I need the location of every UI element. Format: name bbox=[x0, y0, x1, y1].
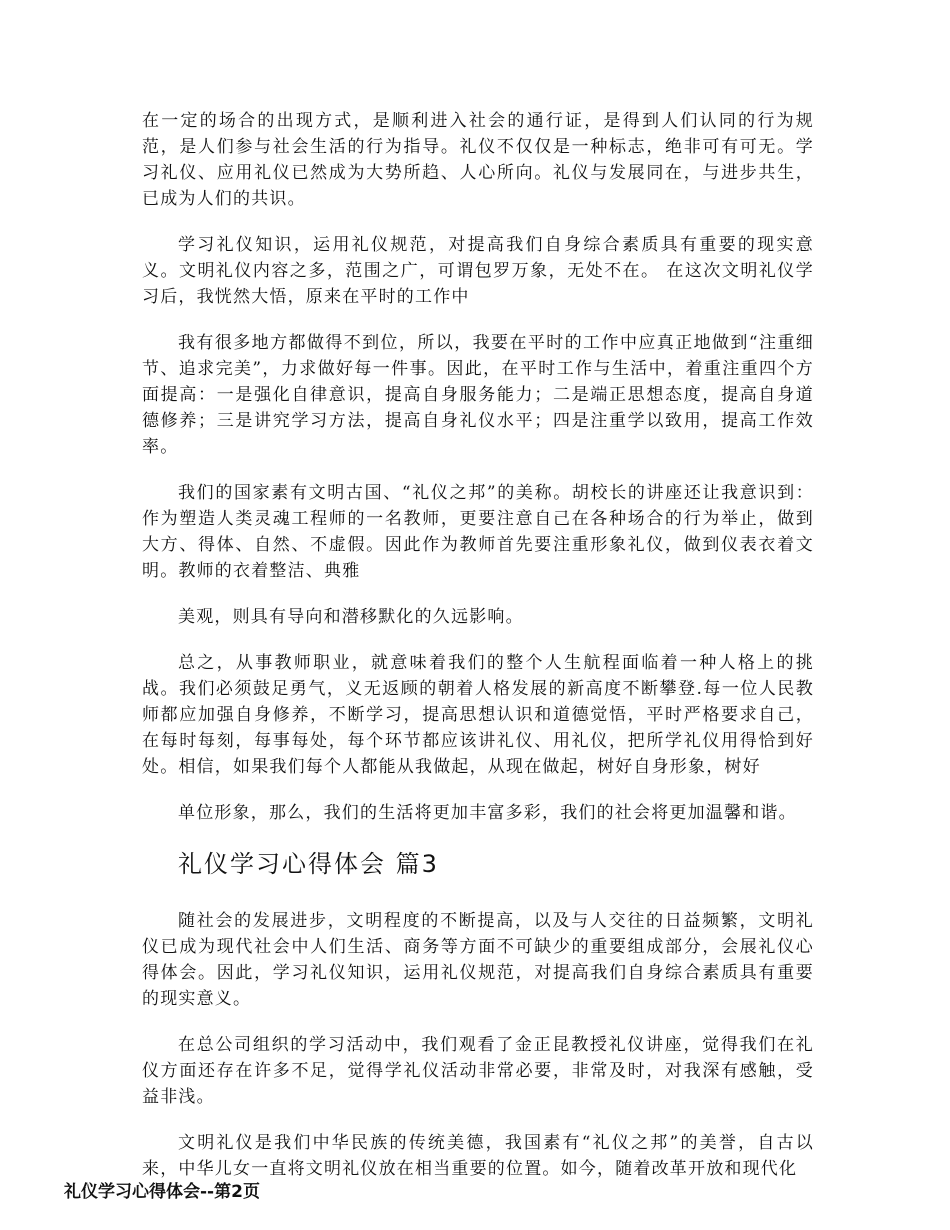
paragraph-4: 我们的国家素有文明古国、“礼仪之邦”的美称。胡校长的讲座还让我意识到：作为塑造人类灵魂工程师的一名教师，更要注意自己在各种场合的行为举止，做到大方、得体、自然、不虚假。因此作为教师首先要注重形象礼仪，做到仪表衣着文明。教师的衣着整洁、典雅 bbox=[142, 483, 814, 581]
document-body bbox=[142, 108, 814, 1202]
paragraph-2: 学习礼仪知识，运用礼仪规范，对提高我们自身综合素质具有重要的现实意义。文明礼仪内容之多，范围之广，可谓包罗万象，无处不在。 在这次文明礼仪学习后，我恍然大悟，原来在平时的工作中 bbox=[142, 235, 814, 307]
paragraph-6: 总之，从事教师职业，就意味着我们的整个人生航程面临着一种人格上的挑战。我们必须鼓足勇气，义无返顾的朝着人格发展的新高度不断攀登.每一位人民教师都应加强自身修养，不断学习，提高思想认识和道德觉悟，平时严格要求自己，在每时每刻，每事每处，每个环节都应该讲礼仪、用礼仪，把所学礼仪用得恰到好处。相信，如果我们每个人都能从我做起，从现在做起，树好自身形象，树好 bbox=[142, 653, 814, 777]
paragraph-1: 在一定的场合的出现方式，是顺利进入社会的通行证，是得到人们认同的行为规范，是人们参与社会生活的行为指导。礼仪不仅仅是一种标志，绝非可有可无。学习礼仪、应用礼仪已然成为大势所趋、人心所向。礼仪与发展同在，与进步共生，已成为人们的共识。 bbox=[142, 111, 814, 209]
paragraph-3: 我有很多地方都做得不到位，所以，我要在平时的工作中应真正地做到“注重细节、追求完美”，力求做好每一件事。因此，在平时工作与生活中，着重注重四个方面提高：一是强化自律意识，提高自身服务能力；二是端正思想态度，提高自身道德修养；三是讲究学习方法，提高自身礼仪水平；四是注重学以致用，提高工作效率。 bbox=[142, 333, 814, 457]
section-heading: 礼仪学习心得体会 篇3 bbox=[178, 850, 439, 878]
paragraph-7: 单位形象，那么，我们的生活将更加丰富多彩，我们的社会将更加温馨和谐。 bbox=[178, 803, 797, 823]
paragraph-8: 随社会的发展进步，文明程度的不断提高，以及与人交往的日益频繁，文明礼仪已成为现代社会中人们生活、商务等方面不可缺少的重要组成部分，会展礼仪心得体会。因此，学习礼仪知识，运用礼仪规范，对提高我们自身综合素质具有重要的现实意义。 bbox=[142, 911, 814, 1009]
paragraph-9: 在总公司组织的学习活动中，我们观看了金正昆教授礼仪讲座，觉得我们在礼仪方面还存在许多不足，觉得学礼仪活动非常必要，非常及时，对我深有感触，受益非浅。 bbox=[142, 1035, 814, 1107]
page-footer: 礼仪学习心得体会--第2页 bbox=[64, 1182, 260, 1202]
paragraph-10: 文明礼仪是我们中华民族的传统美德，我国素有“礼仪之邦”的美誉，自古以来，中华儿女一直将文明礼仪放在相当重要的位置。如今，随着改革开放和现代化 bbox=[142, 1133, 814, 1179]
paragraph-5: 美观，则具有导向和潜移默化的久远影响。 bbox=[178, 607, 524, 627]
